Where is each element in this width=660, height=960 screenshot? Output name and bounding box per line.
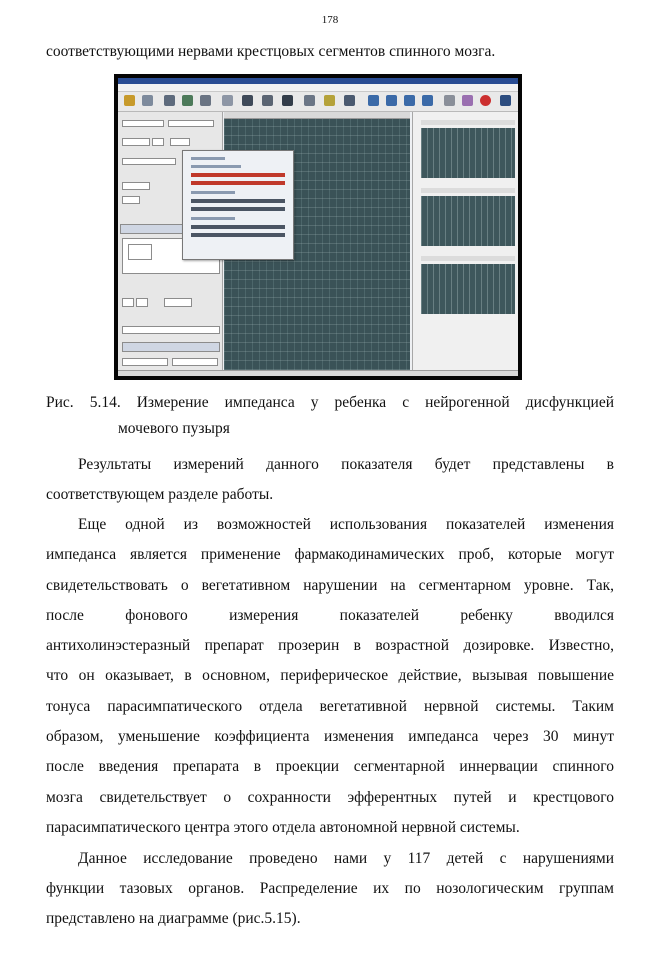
toolbar-icon [124,95,135,106]
histogram-chart [421,196,515,246]
histogram-chart [421,128,515,178]
paragraph-2-line-7: тонуса парасимпатического отдела вегетативной нервной системы. Таким [46,698,614,715]
histogram-title [421,120,515,125]
histogram-title [421,188,515,193]
panel-field [122,358,168,366]
paragraph-2-line-5: антихолинэстеразный препарат прозерин в возрастной дозировке. Известно, [46,637,614,654]
histogram-title [421,256,515,261]
toolbar-icon [200,95,211,106]
figure-caption-line-1: Рис. 5.14. Измерение импеданса у ребенка с нейрогенной дисфункцией [46,394,614,411]
paragraph-2-line-4: после фонового измерения показателей ребенку вводился [46,607,614,624]
panel-field [122,196,140,204]
toolbar-icon [422,95,433,106]
panel-field [122,120,164,127]
toolbar-icon [182,95,193,106]
dialog-bar [191,233,285,237]
dialog-bar [191,173,285,177]
software-window [118,78,518,376]
toolbar-icon [324,95,335,106]
figure-screenshot [114,74,522,380]
paragraph-2-line-1: Еще одной из возможностей использования показателей изменения [78,516,614,533]
panel-button [128,244,152,260]
intro-line: соответствующими нервами крестцовых сегментов спинного мозга. [46,43,496,60]
paragraph-3-line-1: Данное исследование проведено нами у 117 детей с нарушениями [78,850,614,867]
paragraph-1-line-1: Результаты измерений данного показателя будет представлены в [78,456,614,473]
toolbar-icon [304,95,315,106]
paragraph-2-line-9: после введения препарата в проекции сегментарной иннервации спинного [46,758,614,775]
toolbar-icon [142,95,153,106]
paragraph-2-line-8: образом, уменьшение коэффициента изменения импеданса через 30 минут [46,728,614,745]
histogram-panel [412,112,518,370]
window-menubar [118,84,518,92]
panel-field [172,358,218,366]
toolbar-icon [444,95,455,106]
toolbar-icon [386,95,397,106]
dialog-bar [191,199,285,203]
panel-field [152,138,164,146]
paragraph-2-line-6: что он оказывает, в основном, периферическое действие, вызывая повышение [46,667,614,684]
toolbar-icon [462,95,473,106]
dialog-bar [191,181,285,185]
paragraph-2-line-10: мозга свидетельствует о сохранности эфферентных путей и крестцового [46,789,614,806]
toolbar-icon [480,95,491,106]
panel-field [122,326,220,334]
dialog-label [191,191,235,194]
panel-field [122,138,150,146]
figure-caption-line-2: мочевого пузыря [118,420,230,437]
window-statusbar [118,370,518,376]
window-toolbar [118,92,518,112]
toolbar-icon [500,95,511,106]
paragraph-3-line-2: функции тазовых органов. Распределение их по нозологическим группам [46,880,614,897]
signal-ruler [224,112,410,119]
toolbar-icon [164,95,175,106]
panel-button [122,342,220,352]
panel-field [122,182,150,190]
dialog-label [191,217,235,220]
impedance-dialog [182,150,294,260]
toolbar-icon [282,95,293,106]
panel-field [168,120,214,127]
toolbar-icon [344,95,355,106]
panel-field [122,158,176,165]
page-number: 178 [321,14,339,26]
paragraph-2-line-3: свидетельствовать о вегетативном нарушении на сегментарном уровне. Так, [46,577,614,594]
toolbar-icon [242,95,253,106]
paragraph-3-line-3: представлено на диаграмме (рис.5.15). [46,910,301,927]
panel-field [164,298,192,307]
dialog-bar [191,207,285,211]
panel-field [136,298,148,307]
dialog-bar [191,225,285,229]
paragraph-2-line-2: импеданса является применение фармакодинамических проб, которые могут [46,546,614,563]
dialog-label [191,165,241,168]
toolbar-icon [222,95,233,106]
panel-field [122,298,134,307]
toolbar-icon [368,95,379,106]
histogram-chart [421,264,515,314]
paragraph-2-line-11: парасимпатического центра этого отдела автономной нервной системы. [46,819,520,836]
dialog-label [191,157,225,160]
toolbar-icon [262,95,273,106]
paragraph-1-line-2: соответствующем разделе работы. [46,486,274,503]
toolbar-icon [404,95,415,106]
panel-field [170,138,190,146]
